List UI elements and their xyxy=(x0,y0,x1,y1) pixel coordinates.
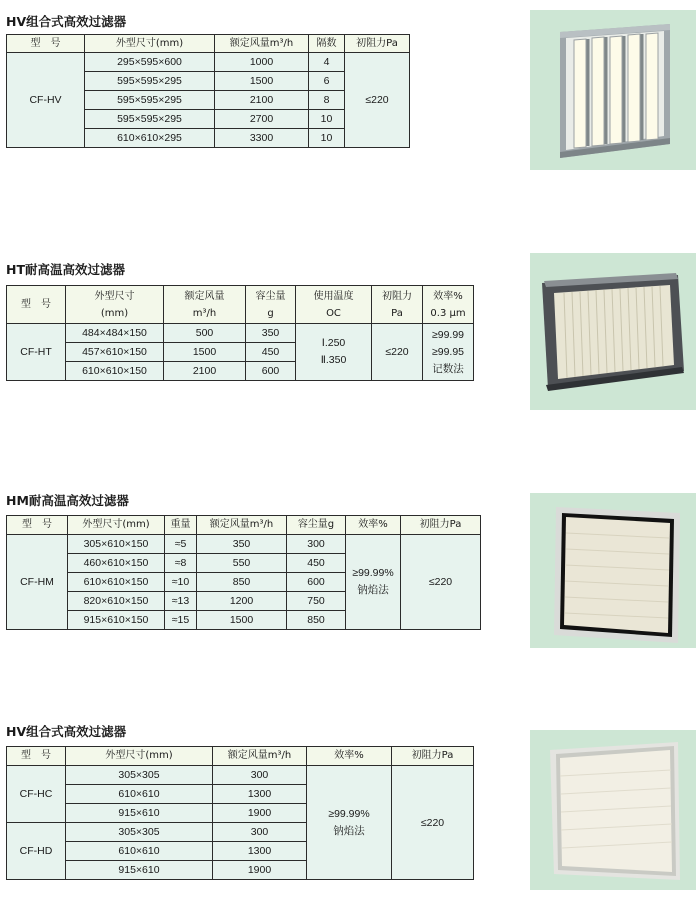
weight-cell: ≈8 xyxy=(165,554,197,573)
size-cell: 610×610 xyxy=(66,785,213,804)
header-dust: 容尘量 g xyxy=(246,286,296,324)
flow-cell: 1900 xyxy=(213,804,307,823)
weight-cell: ≈15 xyxy=(165,611,197,630)
separator-cell: 6 xyxy=(309,72,345,91)
flow-cell: 1900 xyxy=(213,861,307,880)
panel-filter-photo xyxy=(530,493,696,648)
size-cell: 610×610×295 xyxy=(85,129,215,148)
header-efficiency: 效率% 0.3 μm xyxy=(423,286,474,324)
header-efficiency: 效率% xyxy=(346,516,401,535)
spec-table-hm xyxy=(6,515,481,630)
flow-cell: 1000 xyxy=(215,53,309,72)
dust-cell: 450 xyxy=(246,343,296,362)
size-cell: 295×595×600 xyxy=(85,53,215,72)
header-model: 型 号 xyxy=(7,747,66,766)
spec-table-hv xyxy=(6,34,410,148)
mini-pleat-filter-photo xyxy=(530,730,696,890)
model-cell: CF-HC xyxy=(7,766,66,823)
dust-cell: 750 xyxy=(287,592,346,611)
size-cell: 305×610×150 xyxy=(68,535,165,554)
flow-cell: 850 xyxy=(197,573,287,592)
dust-cell: 300 xyxy=(287,535,346,554)
size-cell: 460×610×150 xyxy=(68,554,165,573)
flow-cell: 550 xyxy=(197,554,287,573)
size-cell: 457×610×150 xyxy=(66,343,164,362)
flow-cell: 2100 xyxy=(215,91,309,110)
separator-cell: 10 xyxy=(309,129,345,148)
size-cell: 610×610×150 xyxy=(66,362,164,381)
v-bank-filter-photo xyxy=(530,10,696,170)
header-temperature: 使用温度 OC xyxy=(296,286,372,324)
header-resistance: 初阻力 Pa xyxy=(372,286,423,324)
dust-cell: 450 xyxy=(287,554,346,573)
size-cell: 305×305 xyxy=(66,823,213,842)
resistance-cell: ≤220 xyxy=(372,324,423,381)
flow-cell: 2700 xyxy=(215,110,309,129)
efficiency-cell: ≥99.99% 钠焰法 xyxy=(307,766,392,880)
flow-cell: 500 xyxy=(164,324,246,343)
resistance-cell: ≤220 xyxy=(345,53,410,148)
section-title-hv-combo: HV组合式高效过滤器 xyxy=(6,724,127,739)
header-weight: 重量 xyxy=(165,516,197,535)
header-resistance: 初阻力Pa xyxy=(345,35,410,53)
flow-cell: 1500 xyxy=(197,611,287,630)
size-cell: 610×610×150 xyxy=(68,573,165,592)
header-resistance: 初阻力Pa xyxy=(401,516,481,535)
header-resistance: 初阻力Pa xyxy=(392,747,474,766)
efficiency-cell: ≥99.99% 钠焰法 xyxy=(346,535,401,630)
flow-cell: 1300 xyxy=(213,785,307,804)
header-size: 外型尺寸(mm) xyxy=(68,516,165,535)
header-model: 型 号 xyxy=(7,516,68,535)
spec-table-ht xyxy=(6,285,474,381)
size-cell: 915×610 xyxy=(66,804,213,823)
size-cell: 595×595×295 xyxy=(85,91,215,110)
size-cell: 915×610 xyxy=(66,861,213,880)
model-cell: CF-HV xyxy=(7,53,85,148)
resistance-cell: ≤220 xyxy=(392,766,474,880)
section-title-hm: HM耐高温高效过滤器 xyxy=(6,493,129,508)
size-cell: 595×595×295 xyxy=(85,72,215,91)
flow-cell: 1300 xyxy=(213,842,307,861)
header-flow: 额定风量m³/h xyxy=(197,516,287,535)
dust-cell: 850 xyxy=(287,611,346,630)
header-size: 外型尺寸(mm) xyxy=(66,747,213,766)
size-cell: 595×595×295 xyxy=(85,110,215,129)
section-title-hv: HV组合式高效过滤器 xyxy=(6,14,127,29)
size-cell: 484×484×150 xyxy=(66,324,164,343)
model-cell: CF-HD xyxy=(7,823,66,880)
flow-cell: 1500 xyxy=(164,343,246,362)
flow-cell: 2100 xyxy=(164,362,246,381)
header-flow: 额定风量 m³/h xyxy=(164,286,246,324)
weight-cell: ≈13 xyxy=(165,592,197,611)
dust-cell: 600 xyxy=(246,362,296,381)
size-cell: 820×610×150 xyxy=(68,592,165,611)
flow-cell: 300 xyxy=(213,766,307,785)
header-model: 型 号 xyxy=(7,286,66,324)
high-temp-filter-photo xyxy=(530,253,696,410)
header-flow: 额定风量m³/h xyxy=(213,747,307,766)
flow-cell: 1200 xyxy=(197,592,287,611)
header-flow: 额定风量m³/h xyxy=(215,35,309,53)
dust-cell: 350 xyxy=(246,324,296,343)
separator-cell: 4 xyxy=(309,53,345,72)
weight-cell: ≈10 xyxy=(165,573,197,592)
flow-cell: 1500 xyxy=(215,72,309,91)
section-title-ht: HT耐高温高效过滤器 xyxy=(6,262,125,277)
header-size: 外型尺寸(mm) xyxy=(85,35,215,53)
flow-cell: 3300 xyxy=(215,129,309,148)
weight-cell: ≈5 xyxy=(165,535,197,554)
resistance-cell: ≤220 xyxy=(401,535,481,630)
separator-cell: 10 xyxy=(309,110,345,129)
model-cell: CF-HT xyxy=(7,324,66,381)
header-model: 型 号 xyxy=(7,35,85,53)
model-cell: CF-HM xyxy=(7,535,68,630)
header-separators: 隔数 xyxy=(309,35,345,53)
flow-cell: 300 xyxy=(213,823,307,842)
efficiency-cell: ≥99.99 ≥99.95 记数法 xyxy=(423,324,474,381)
flow-cell: 350 xyxy=(197,535,287,554)
header-dust: 容尘量g xyxy=(287,516,346,535)
separator-cell: 8 xyxy=(309,91,345,110)
spec-table-hv-combo xyxy=(6,746,474,880)
size-cell: 915×610×150 xyxy=(68,611,165,630)
size-cell: 610×610 xyxy=(66,842,213,861)
dust-cell: 600 xyxy=(287,573,346,592)
header-size: 外型尺寸 (mm) xyxy=(66,286,164,324)
size-cell: 305×305 xyxy=(66,766,213,785)
temperature-cell: Ⅰ.250 Ⅱ.350 xyxy=(296,324,372,381)
header-efficiency: 效率% xyxy=(307,747,392,766)
